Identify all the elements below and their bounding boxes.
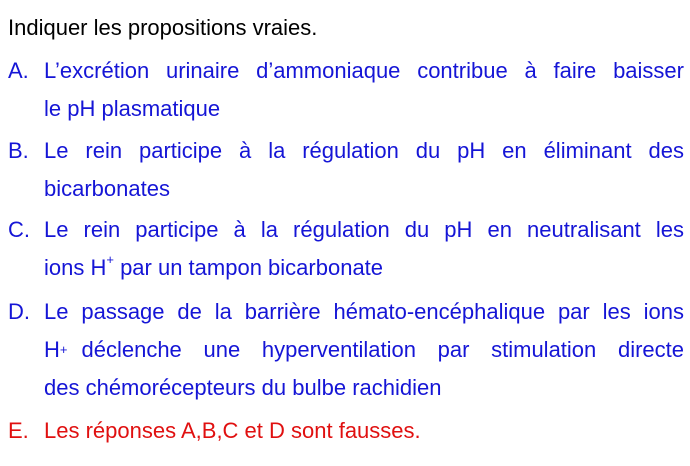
option-d[interactable] bbox=[8, 293, 684, 407]
option-text-line: H + déclenche une hyperventilation par stimulation directe bbox=[44, 331, 684, 369]
option-letter: A. bbox=[8, 58, 29, 83]
option-text-line bbox=[44, 249, 684, 287]
option-b[interactable] bbox=[8, 132, 684, 208]
superscript-plus: + bbox=[106, 251, 114, 267]
option-text-line: bicarbonates bbox=[44, 176, 170, 201]
question-text: Indiquer les propositions vraies. bbox=[8, 15, 318, 40]
option-text-line: le pH plasmatique bbox=[44, 96, 221, 121]
option-letter: E. bbox=[8, 418, 29, 443]
option-letter: B. bbox=[8, 138, 29, 163]
option-text-fragment: par un tampon bicarbonate bbox=[113, 255, 384, 280]
option-text-line: Le passage de la barrière hémato-encéphalique par les ions bbox=[44, 299, 684, 324]
option-text-fragment: déclenche une hyperventilation par stimulation directe bbox=[81, 337, 684, 362]
option-text-fragment: ions H bbox=[44, 255, 107, 280]
option-c[interactable] bbox=[8, 211, 684, 287]
option-text-line: des chémorécepteurs du bulbe rachidien bbox=[44, 375, 442, 400]
option-text-line: Le rein participe à la régulation du pH en éliminant des bbox=[44, 138, 684, 163]
option-e[interactable] bbox=[8, 412, 684, 450]
option-a[interactable] bbox=[8, 52, 684, 128]
option-letter: C. bbox=[8, 217, 30, 242]
option-text-line: Les réponses A,B,C et D sont fausses. bbox=[44, 418, 421, 443]
option-text-line: L’excrétion urinaire d’ammoniaque contribue à faire baisser bbox=[44, 58, 684, 83]
option-text-line: Le rein participe à la régulation du pH en neutralisant les bbox=[44, 217, 684, 242]
option-letter: D. bbox=[8, 299, 30, 324]
option-text-fragment: H bbox=[44, 337, 60, 362]
